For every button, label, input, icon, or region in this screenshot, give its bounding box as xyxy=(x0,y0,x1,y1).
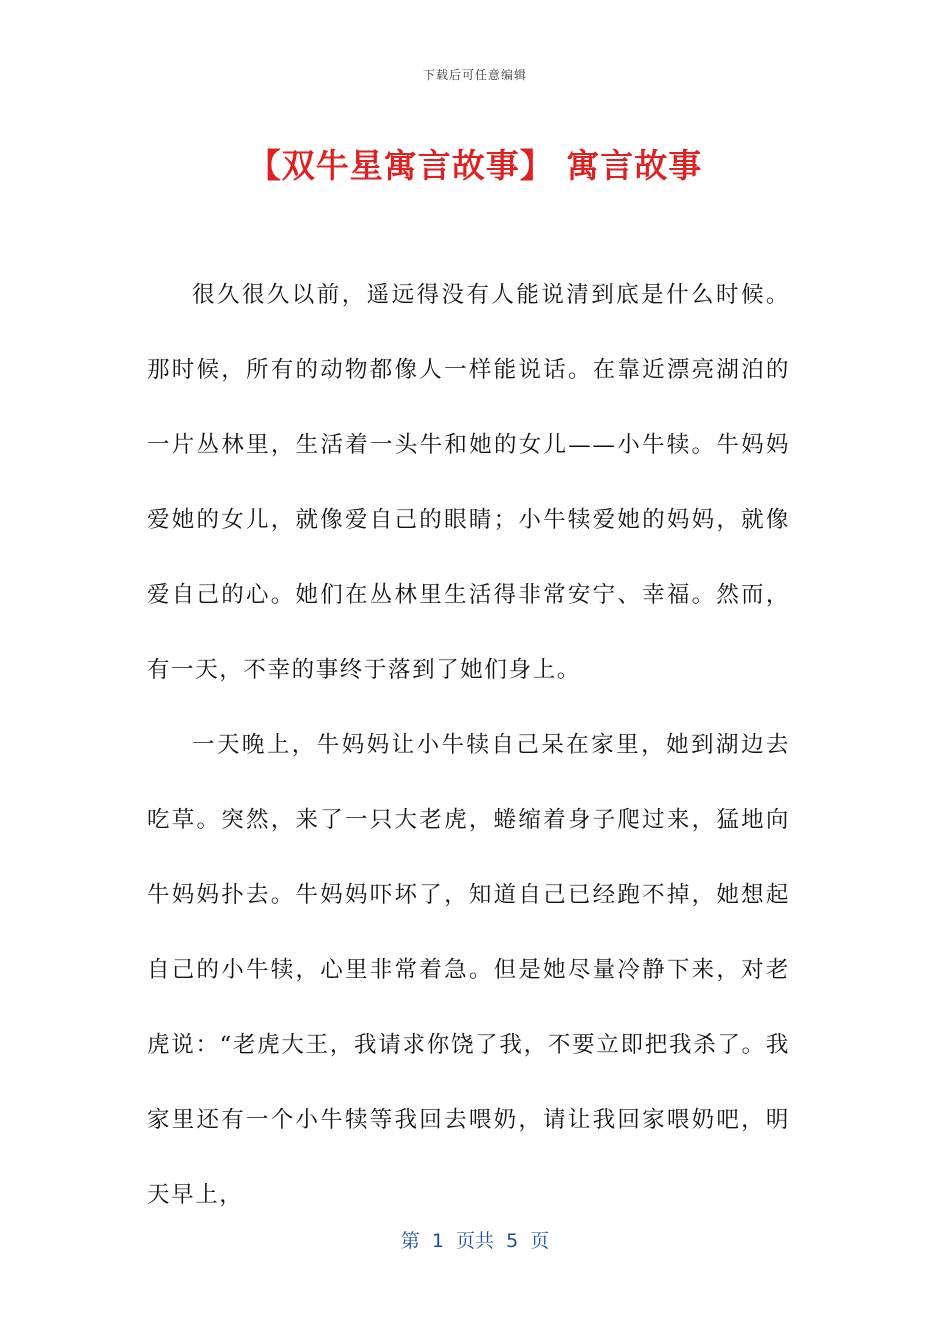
page-header-note: 下载后可任意编辑 xyxy=(422,68,527,82)
paragraph: 很久很久以前，遥远得没有人能说清到底是什么时候。那时候，所有的动物都像人一样能说话。在靠近漂亮湖泊的一片丛林里，生活着一头牛和她的女儿——小牛犊。牛妈妈爱她的女儿，就像爱自己的眼睛；小牛犊爱她的妈妈，就像爱自己的心。她们在丛林里生活得非常安宁、幸福。然而，有一天，不幸的事终于落到了她们身上。 xyxy=(147,282,790,683)
document-body xyxy=(147,258,790,1233)
document-title: 【双牛星寓言故事】 寓言故事 xyxy=(247,146,703,185)
page-number-footer: 第 1 页共 5 页 xyxy=(400,1230,550,1252)
paragraph: 一天晚上，牛妈妈让小牛犊自己呆在家里，她到湖边去吃草。突然，来了一只大老虎，蜷缩着身子爬过来，猛地向牛妈妈扑去。牛妈妈吓坏了，知道自己已经跑不掉，她想起自己的小牛犊，心里非常着急。但是她尽量冷静下来，对老虎说：“老虎大王，我请求你饶了我，不要立即把我杀了。我家里还有一个小牛犊等我回去喂奶，请让我回家喂奶吧，明天早上， xyxy=(147,732,790,1208)
